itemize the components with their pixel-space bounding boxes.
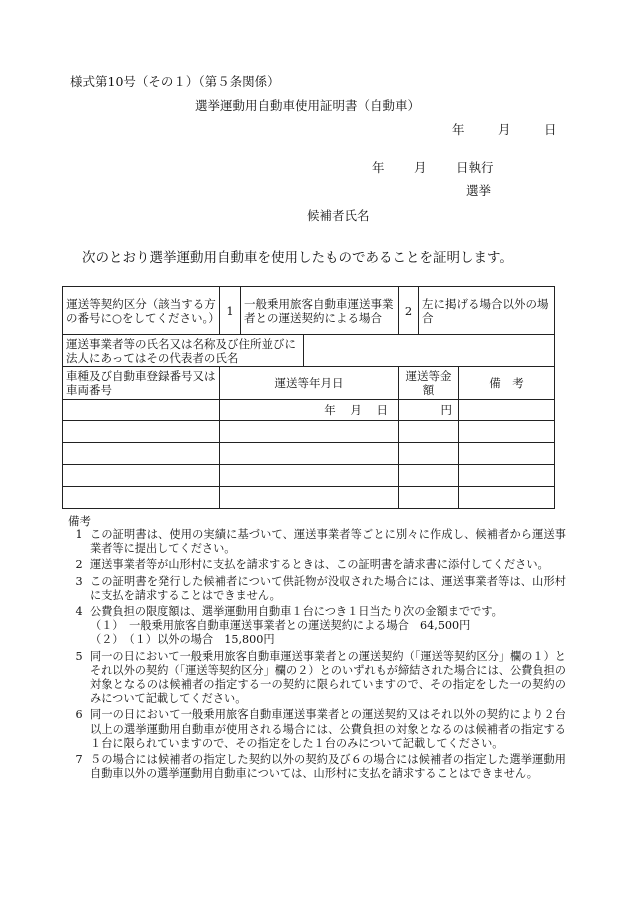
- issue-date-year: 年: [452, 122, 465, 137]
- date-cell[interactable]: [220, 443, 399, 465]
- notes-list: [68, 528, 566, 783]
- table-row: [63, 421, 555, 443]
- amount-cell[interactable]: [399, 487, 459, 509]
- contract-option-1-text: 一般乗用旅客自動車運送事業者との運送契約による場合: [241, 287, 399, 335]
- election-execution-date: [372, 158, 494, 176]
- note-sub-item: （１） 一般乗用旅客自動車運送事業者との運送契約による場合 64,500円: [90, 619, 471, 633]
- date-cell[interactable]: [220, 400, 399, 421]
- amount-cell[interactable]: [399, 443, 459, 465]
- exec-date-day: 日執行: [456, 160, 494, 175]
- note-text: 運送事業者等が山形村に支払を請求するときは、この証明書を請求書に添付してください。: [90, 558, 549, 572]
- remarks-cell[interactable]: [459, 421, 555, 443]
- note-number: 2: [75, 558, 83, 572]
- issue-date-day: 日: [544, 122, 557, 137]
- col-header-amount: 運送等金額: [399, 367, 459, 400]
- note-number: 1: [75, 528, 83, 541]
- contract-option-2-number[interactable]: 2: [399, 287, 419, 335]
- col-header-date: 運送等年月日: [220, 367, 399, 400]
- operator-label: 運送事業者等の氏名又は名称及び住所並びに法人にあってはその代表者の氏名: [63, 335, 304, 367]
- list-item: [68, 708, 566, 751]
- operator-field[interactable]: [304, 335, 555, 367]
- note-text: 公費負担の限度額は、選挙運動用自動車１台につき１日当たり次の金額までです。: [90, 605, 503, 619]
- certification-statement: 次のとおり選挙運動用自動車を使用したものであることを証明します。: [82, 250, 513, 266]
- contract-option-2-text: 左に掲げる場合以外の場合: [419, 287, 555, 335]
- table-row: [63, 443, 555, 465]
- unit-month: 月: [350, 403, 362, 417]
- vehicle-cell[interactable]: [63, 487, 220, 509]
- vehicle-cell[interactable]: [63, 400, 220, 421]
- amount-cell[interactable]: [399, 400, 459, 421]
- vehicle-cell[interactable]: [63, 443, 220, 465]
- contract-type-label: 運送等契約区分（該当する方の番号に○をしてください。）: [63, 287, 220, 335]
- amount-cell[interactable]: [399, 465, 459, 487]
- notes-title: 備考: [68, 514, 91, 528]
- remarks-cell[interactable]: [459, 465, 555, 487]
- list-item: [68, 650, 566, 707]
- list-item: [68, 575, 566, 603]
- contract-option-1-number[interactable]: 1: [220, 287, 241, 335]
- table-row: [63, 400, 555, 421]
- list-item: [68, 605, 566, 619]
- note-number: 3: [75, 574, 83, 588]
- note-text: 同一の日において一般乗用旅客自動車運送事業者との運送契約（「運送等契約区分」欄の１）とそれ以外の契約（「運送等契約区分」欄の２）とのいずれもが締結された場合には、公費負担の対象となるのは候補者の指定する一の契約に限られていますので、その指定をした一の契約のみについて記載してください。: [90, 649, 566, 706]
- note-number: 5: [75, 649, 83, 663]
- remarks-cell[interactable]: [459, 443, 555, 465]
- issue-date: [452, 120, 557, 138]
- issue-date-month: 月: [498, 122, 511, 137]
- note-number: 6: [75, 708, 83, 722]
- unit-day: 日: [376, 403, 388, 417]
- date-cell[interactable]: [220, 421, 399, 443]
- date-cell[interactable]: [220, 487, 399, 509]
- vehicle-cell[interactable]: [63, 465, 220, 487]
- col-header-vehicle: 車種及び自動車登録番号又は車両番号: [63, 367, 220, 400]
- unit-yen: 円: [440, 403, 452, 417]
- note-number: 4: [75, 605, 83, 619]
- remarks-cell[interactable]: [459, 487, 555, 509]
- list-item: [68, 753, 566, 781]
- note-text: 同一の日において一般乗用旅客自動車運送事業者との運送契約又はそれ以外の契約により２台以上の選挙運動用自動車が使用される場合には、公費負担の対象となるのは候補者の指定する１台に限られていますので、その指定をした１台のみについて記載してください。: [90, 708, 566, 750]
- remarks-cell[interactable]: [459, 400, 555, 421]
- col-header-remarks: 備 考: [459, 367, 555, 400]
- candidate-name-label: 候補者氏名: [307, 208, 370, 223]
- document-title: 選挙運動用自動車使用証明書（自動車）: [195, 98, 421, 113]
- note-text: この証明書は、使用の実績に基づいて、運送事業者等ごとに別々に作成し、候補者から運送事業者等に提出してください。: [90, 528, 566, 556]
- form-number-label: 様式第10号（その１）（第５条関係）: [70, 74, 280, 89]
- usage-table: [62, 286, 555, 509]
- note-sub-item: （２） （１）以外の場合 15,800円: [90, 633, 275, 647]
- note-text: この証明書を発行した候補者について供託物が没収された場合には、運送事業者等は、山形村に支払を請求することはできません。: [90, 574, 566, 602]
- list-item: [68, 528, 566, 556]
- note-number: 7: [75, 753, 83, 767]
- table-row: [63, 487, 555, 509]
- date-cell[interactable]: [220, 465, 399, 487]
- exec-date-year: 年: [372, 160, 385, 175]
- note-text: ５の場合には候補者の指定した契約以外の契約及び６の場合には候補者の指定した選挙運動用自動車以外の選挙運動用自動車については、山形村に支払を請求することはできません。: [90, 753, 566, 781]
- election-name-label: 選挙: [466, 183, 492, 198]
- unit-year: 年: [324, 403, 336, 417]
- exec-date-month: 月: [414, 160, 427, 175]
- amount-cell[interactable]: [399, 421, 459, 443]
- table-row: [63, 465, 555, 487]
- vehicle-cell[interactable]: [63, 421, 220, 443]
- list-item: [68, 558, 566, 572]
